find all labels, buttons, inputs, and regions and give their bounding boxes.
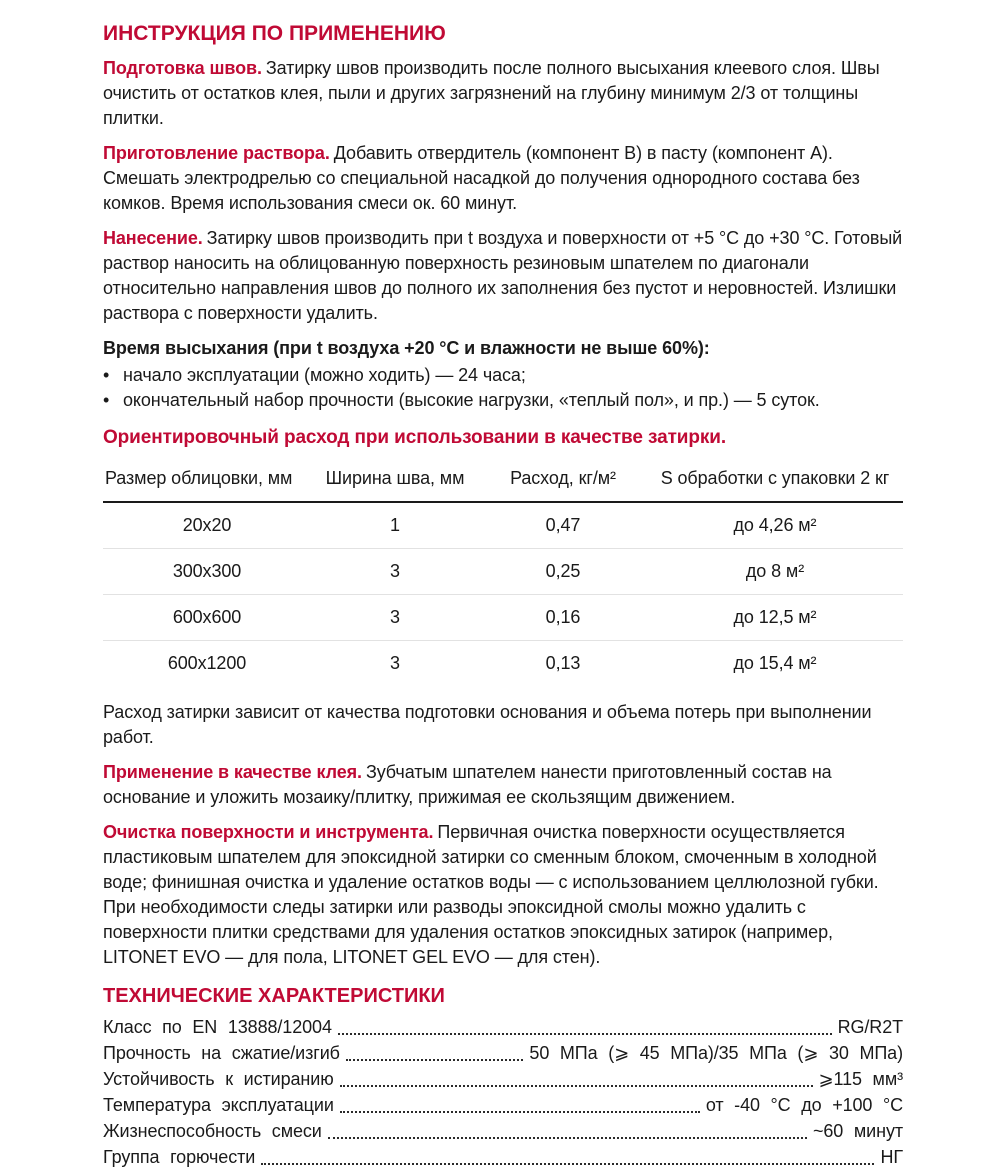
paragraph-mortar-preparation [103, 141, 903, 216]
spec-name: Группа горючести [103, 1147, 256, 1167]
column-header-tile-size: Размер облицовки, мм [103, 458, 311, 502]
dotted-leader [340, 1111, 700, 1113]
bullet-icon: • [103, 365, 110, 385]
spec-name: Температура эксплуатации [103, 1095, 334, 1115]
spec-row-strength [103, 1040, 903, 1066]
table-row [103, 502, 903, 549]
consumption-table [103, 458, 903, 686]
cell-tile-size: 600x600 [103, 595, 311, 641]
drying-bullet-1 [103, 363, 903, 388]
bullet-icon: • [103, 390, 110, 410]
cell-joint-width: 3 [390, 653, 400, 673]
spec-name: Устойчивость к истиранию [103, 1069, 334, 1089]
paragraph-text: Добавить отвердитель (компонент B) в пасту (компонент A). Смешать электродрелью со специальной насадкой до получения однородного состава без комков. Время использования смеси ок. 60 минут. [103, 143, 860, 213]
dotted-leader [346, 1059, 524, 1061]
technical-specs-heading: ТЕХНИЧЕСКИЕ ХАРАКТЕРИСТИКИ [103, 985, 445, 1007]
paragraph-lead: Нанесение. [103, 228, 203, 248]
paragraph-cleaning [103, 820, 903, 970]
spec-name: Класс по EN 13888/12004 [103, 1017, 332, 1037]
dotted-leader [261, 1163, 874, 1165]
paragraph-adhesive-use [103, 760, 903, 810]
cell-rate: 0,13 [545, 653, 581, 673]
dotted-leader [328, 1137, 807, 1139]
spec-value: НГ [880, 1147, 903, 1167]
cell-joint-width: 3 [311, 595, 479, 641]
cell-coverage: до 15,4 м² [733, 653, 817, 673]
spec-name: Жизнеспособность смеси [103, 1121, 322, 1141]
spec-name: Прочность на сжатие/изгиб [103, 1043, 340, 1063]
table-row [103, 641, 903, 687]
spec-value: ~60 минут [812, 1121, 903, 1141]
cell-rate: 0,25 [479, 549, 647, 595]
paragraph-lead: Подготовка швов. [103, 58, 262, 78]
spec-value: RG/R2T [837, 1017, 903, 1037]
consumption-note: Расход затирки зависит от качества подготовки основания и объема потерь при выполнении работ. [103, 702, 872, 747]
paragraph-text: Зубчатым шпателем нанести приготовленный состав на основание и уложить мозаику/плитку, прижимая ее скользящим движением. [103, 762, 832, 807]
spec-row-temperature [103, 1092, 903, 1118]
paragraph-application [103, 226, 903, 326]
spec-row-abrasion [103, 1066, 903, 1092]
spec-value: 50 МПа (⩾ 45 МПа)/35 МПа (⩾ 30 МПа) [529, 1043, 903, 1063]
spec-row-flammability [103, 1144, 903, 1170]
paragraph-lead: Очистка поверхности и инструмента. [103, 822, 434, 842]
bullet-text: начало эксплуатации (можно ходить) — 24 часа; [123, 365, 526, 385]
consumption-heading: Ориентировочный расход при использовании в качестве затирки. [103, 427, 727, 448]
bullet-text: окончательный набор прочности (высокие нагрузки, «теплый пол», и пр.) — 5 суток. [123, 390, 820, 410]
table-header-row [103, 458, 903, 502]
cell-joint-width: 3 [311, 549, 479, 595]
paragraph-lead: Приготовление раствора. [103, 143, 330, 163]
spec-value: от -40 °C до +100 °C [705, 1095, 903, 1115]
column-header-joint-width: Ширина шва, мм [311, 458, 479, 502]
cell-joint-width: 1 [311, 502, 479, 549]
spec-row-class [103, 1014, 903, 1040]
paragraph-text: Затирку швов производить после полного высыхания клеевого слоя. Швы очистить от остатков клея, пыли и других загрязнений на глубину минимум 2/3 от толщины плитки. [103, 58, 880, 128]
spec-row-pot-life [103, 1118, 903, 1144]
cell-tile-size: 20x20 [103, 502, 311, 549]
table-row [103, 549, 903, 595]
spec-value: ⩾115 мм³ [818, 1069, 903, 1089]
cell-tile-size: 300x300 [103, 549, 311, 595]
column-header-coverage: S обработки с упаковки 2 кг [647, 458, 903, 502]
column-header-rate: Расход, кг/м² [479, 458, 647, 502]
cell-rate: 0,16 [479, 595, 647, 641]
paragraph-text: Затирку швов производить при t воздуха и поверхности от +5 °C до +30 °C. Готовый раствор наносить на облицованную поверхность резиновым шпателем по диагонали относительно направления швов до полного их заполнения без пустот и неровностей. Излишки раствора с поверхности удалить. [103, 228, 903, 323]
cell-rate: 0,47 [479, 502, 647, 549]
drying-time-heading: Время высыхания (при t воздуха +20 °C и влажности не выше 60%): [103, 338, 710, 358]
cell-tile-size: 600x1200 [167, 653, 247, 673]
paragraph-text: Первичная очистка поверхности осуществляется пластиковым шпателем для эпоксидной затирки со сменным блоком, смоченным в холодной воде; финишная очистка и удаление остатков воды — с использованием целлюлозной губки. При необходимости следы затирки или разводы эпоксидной смолы можно удалить с поверхности плитки средствами для удаления остатков эпоксидных затирок (например, LITONET EVO — для пола, LITONET GEL EVO — для стен). [103, 822, 879, 967]
page-title: ИНСТРУКЦИЯ ПО ПРИМЕНЕНИЮ [103, 22, 446, 45]
dotted-leader [340, 1085, 813, 1087]
cell-coverage: до 8 м² [647, 549, 903, 595]
drying-bullet-2 [103, 388, 903, 413]
cell-coverage: до 12,5 м² [647, 595, 903, 641]
table-row [103, 595, 903, 641]
cell-coverage: до 4,26 м² [647, 502, 903, 549]
paragraph-joint-preparation [103, 56, 903, 131]
dotted-leader [338, 1033, 832, 1035]
paragraph-lead: Применение в качестве клея. [103, 762, 362, 782]
